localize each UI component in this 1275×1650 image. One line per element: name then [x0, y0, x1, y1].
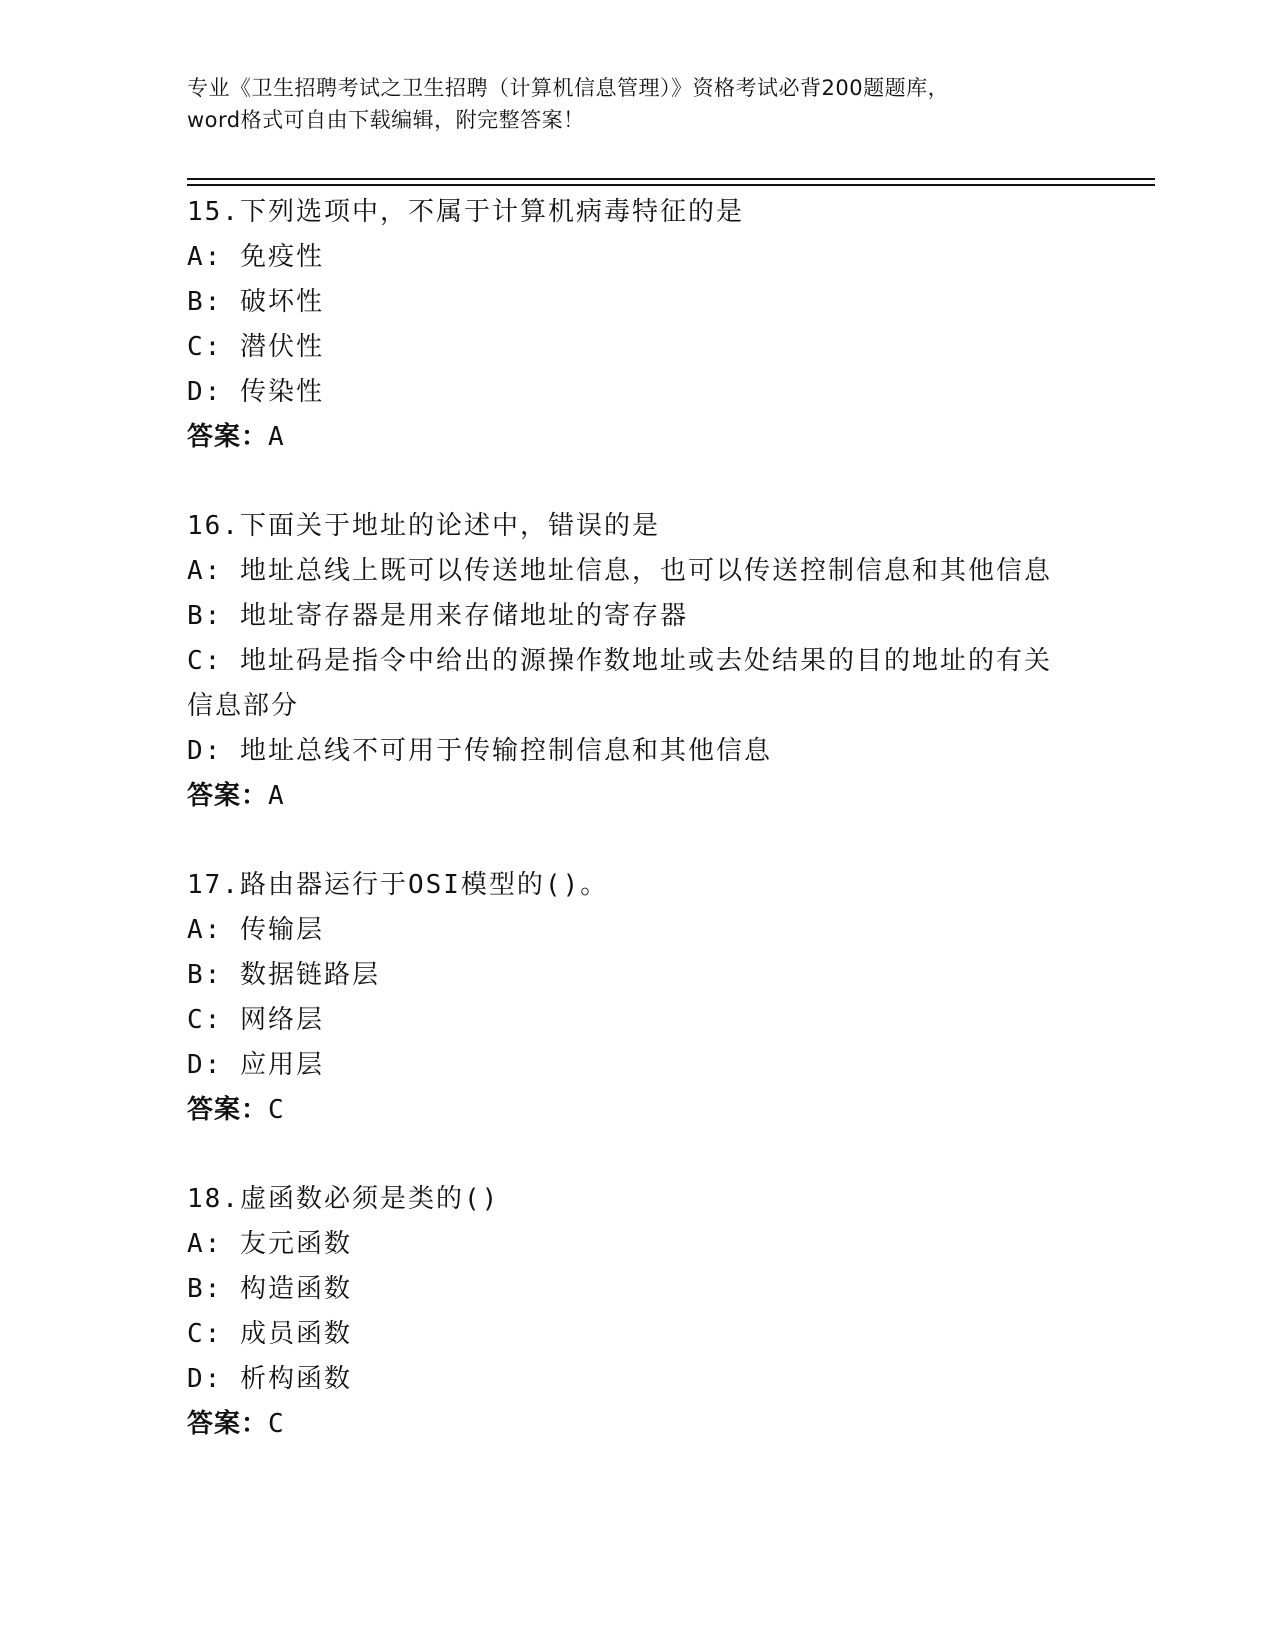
option-a: A: 免疫性: [187, 242, 324, 272]
option-c: C: 成员函数: [187, 1319, 352, 1349]
question-15: [187, 190, 1087, 460]
answer-value: C: [268, 1409, 285, 1439]
answer-label: 答案：: [187, 781, 269, 811]
question-16: [187, 504, 1087, 819]
question-stem: 18.虚函数必须是类的(): [187, 1184, 500, 1214]
answer-label: 答案：: [187, 1409, 269, 1439]
answer-line: [187, 415, 1087, 460]
question-stem: 15.下列选项中，不属于计算机病毒特征的是: [187, 197, 744, 227]
answer-label: 答案：: [187, 1095, 269, 1125]
answer-line: [187, 1088, 1087, 1133]
option-b: B: 构造函数: [187, 1274, 352, 1304]
answer-value: A: [268, 422, 285, 452]
question-17: [187, 863, 1087, 1133]
option-c: C: 网络层: [187, 1005, 324, 1035]
header-divider-top: [187, 178, 1155, 180]
answer-line: [187, 774, 1087, 819]
option-b: B: 破坏性: [187, 287, 324, 317]
option-a: A: 传输层: [187, 915, 324, 945]
header-line-1: 专业《卫生招聘考试之卫生招聘（计算机信息管理）》资格考试必背200题题库，: [187, 76, 950, 100]
option-d: D: 析构函数: [187, 1364, 352, 1394]
option-b: B: 数据链路层: [187, 960, 380, 990]
option-d: D: 地址总线不可用于传输控制信息和其他信息: [187, 736, 772, 766]
header-line-2: word格式可自由下载编辑，附完整答案！: [187, 108, 585, 132]
answer-value: C: [268, 1095, 285, 1125]
option-a: A: 友元函数: [187, 1229, 352, 1259]
question-stem: 16.下面关于地址的论述中，错误的是: [187, 511, 660, 541]
question-list: [187, 190, 1087, 1491]
option-a: A: 地址总线上既可以传送地址信息，也可以传送控制信息和其他信息: [187, 556, 1052, 586]
option-d: D: 应用层: [187, 1050, 324, 1080]
answer-label: 答案：: [187, 422, 269, 452]
option-d: D: 传染性: [187, 377, 324, 407]
option-c: C: 潜伏性: [187, 332, 324, 362]
question-18: [187, 1177, 1087, 1447]
option-c: C: 地址码是指令中给出的源操作数地址或去处结果的目的地址的有关信息部分: [187, 646, 1052, 721]
answer-line: [187, 1402, 1087, 1447]
header-divider-bottom: [187, 184, 1155, 186]
document-header: [187, 72, 1087, 136]
answer-value: A: [268, 781, 285, 811]
option-b: B: 地址寄存器是用来存储地址的寄存器: [187, 601, 688, 631]
question-stem: 17.路由器运行于OSI模型的()。: [187, 870, 609, 900]
